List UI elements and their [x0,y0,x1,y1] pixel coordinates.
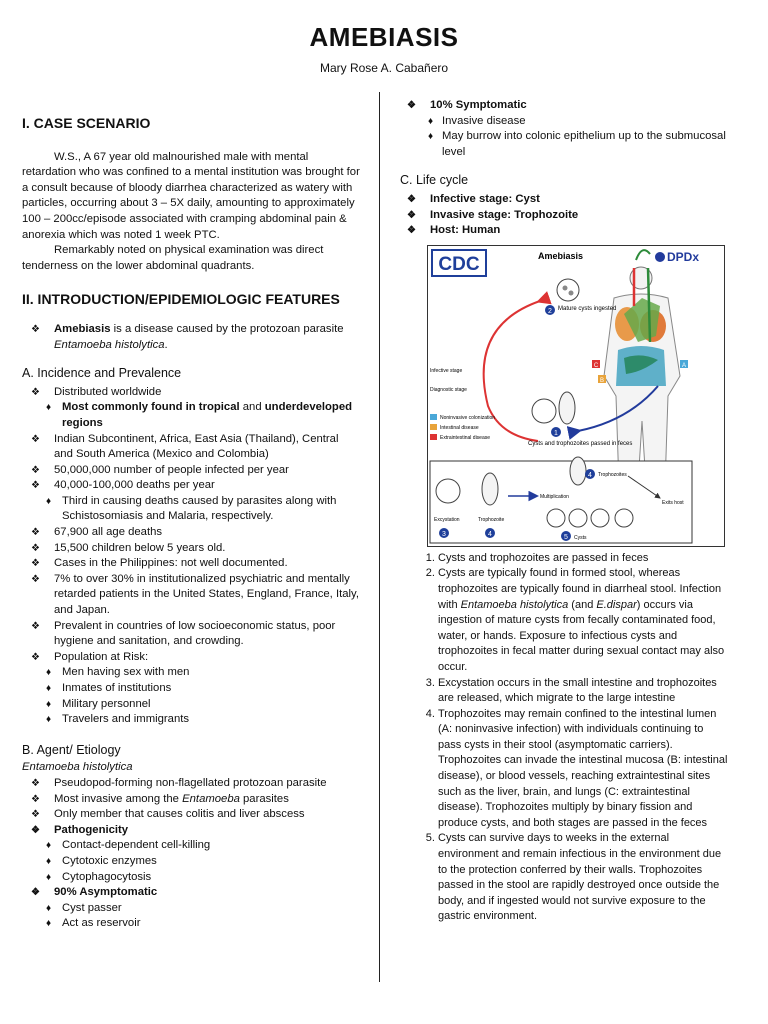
author-name: Mary Rose A. Cabañero [319,61,449,75]
list-item [22,400,360,431]
list-item: ❖ 15,500 children below 5 years old. [22,541,360,557]
bold-text: underdeveloped regions [62,401,353,429]
list-item [438,566,728,675]
lifecycle-steps [398,551,728,925]
diagnostic-stage-label: Diagnostic stage [430,386,467,393]
cyst-illustration [615,509,633,527]
cdc-logo-text: CDC [438,253,480,275]
trophozoite-illustration [559,392,575,424]
step-5-number: 5 [564,533,568,541]
dpdx-logo-text: DPDx [667,249,700,264]
legend-a-label: Noninvasive colonization [440,414,496,421]
symptomatic-sublist [398,114,728,161]
trophozoite-illustration [482,473,498,505]
def-text: is a disease caused by the protozoan parasite [110,322,344,335]
legend-b-swatch [430,424,437,430]
list-item: 5. Cysts can survive days to weeks in the external environment and remain infectious in the environment due to the protection conferred by their walls. Trophozoites passed in the stool are rapidly destroyed once outside the body, and if ingested would not survive exposure to the gastric environment. [438,831,728,925]
case-paragraph-2: Remarkably noted on physical examination was direct tenderness on the lower abdominal quadrants. [22,244,324,272]
trophozoite-illustration [570,457,586,485]
incidence-list [22,385,360,401]
asymptomatic-list [22,901,360,932]
site-b-label: B [599,377,605,384]
list-item: ♦ Cyst passer [22,901,360,917]
legend-c-label: Extraintestinal disease [440,434,491,441]
excystation-label: Excystation [434,516,460,523]
intestine-stage-box [430,461,692,543]
text: parasites [239,792,289,805]
intro-definition [22,322,360,353]
symptomatic-list [398,98,728,114]
text: Most invasive among the [54,792,183,805]
agent-list [22,885,360,901]
list-item: ❖ Infective stage: Cyst [398,192,728,208]
lifecycle-heading: C. Life cycle [400,173,469,188]
intro-list [22,322,360,353]
cysts-label: Cysts [574,534,587,541]
cyst-illustration [591,509,609,527]
document-title: AMEBIASIS [309,22,459,52]
list-item: ♦ Cytotoxic enzymes [22,854,360,870]
list-item: ❖ 10% Symptomatic [398,98,728,114]
step-2-number: 2 [548,307,552,315]
site-c-label: C [593,362,599,369]
exits-host-label: Exits host [662,499,684,506]
list-item: ❖ Population at Risk: [22,650,360,666]
list-item: ♦ Invasive disease [398,114,728,130]
step-3-number: 3 [442,530,446,538]
cyst-nucleus [563,285,568,290]
list-item: ❖ 50,000,000 number of people infected per year [22,463,360,479]
left-column [22,116,360,932]
list-item: ❖ Pseudopod-forming non-flagellated protozoan parasite [22,776,360,792]
passed-label: Cysts and trophozoites passed in feces [528,440,633,447]
right-column [398,98,728,925]
cyst-illustration [532,399,556,423]
mature-cysts-label: Mature cysts ingested [558,305,617,312]
risk-list [22,665,360,727]
list-item: 4. Trophozoites may remain confined to the intestinal lumen (A: noninvasive infection) with individuals continuing to pass cysts in their stool (asymptomatic carriers). Trophozoites can invade the intestinal mucosa (B: intestinal disease), or blood vessels, reaching extraintestinal sites such as the liver, brain, and lungs (C: extraintestinal disease). Trophozoites multiply by binary fission and produce cysts, and both stages are passed in the feces [438,707,728,832]
step-4-number: 4 [488,530,492,538]
list-item [22,792,360,808]
incidence-list [22,525,360,665]
list-item: ♦ May burrow into colonic epithelium up to the submucosal level [398,129,728,160]
list-item: ❖ Only member that causes colitis and liver abscess [22,807,360,823]
step-4-number-top: 4 [588,471,592,479]
cyst-illustration [547,509,565,527]
list-item: 1. Cysts and trophozoites are passed in feces [438,551,728,567]
pathogenicity-list [22,838,360,885]
incidence-sublist [22,400,360,431]
multiplication-label: Multiplication [540,493,569,500]
agent-list [22,776,360,838]
list-item: ❖ Pathogenicity [22,823,360,839]
legend-b-label: Intestinal disease [440,424,479,431]
list-item: ♦ Military personnel [22,697,360,713]
list-item: ♦ Inmates of institutions [22,681,360,697]
amebiasis-term: Amebiasis [54,322,111,335]
site-a-label: A [681,362,687,369]
list-item: ❖ 40,000-100,000 deaths per year [22,478,360,494]
excystation-illustration [436,479,460,503]
agent-heading: B. Agent/ Etiology [22,742,121,757]
list-item: ❖ 90% Asymptomatic [22,885,360,901]
list-item: ❖ 67,900 all age deaths [22,525,360,541]
genus-name: Entamoeba [182,792,240,805]
list-item: ❖ Invasive stage: Trophozoite [398,208,728,224]
bold-text: Most commonly found in tropical [62,401,240,414]
species-name: Entamoeba histolytica [54,338,165,351]
cyst-nucleus [569,290,574,295]
incidence-heading: A. Incidence and Prevalence [22,366,182,381]
text: (and [568,598,597,611]
lifecycle-diagram [427,245,725,547]
intro-heading: II. INTRODUCTION/EPIDEMIOLOGIC FEATURES [22,291,340,308]
list-item: ♦ Third in causing deaths caused by parasites along with Schistosomiasis and Malaria, respectively. [22,494,360,525]
species-name: E.dispar [596,598,637,611]
list-item: ❖ Indian Subcontinent, Africa, East Asia (Thailand), Central and South America (Mexico and Colombia) [22,432,360,463]
text: Cysts are typically found in formed stool, whereas trophozoites are typically found in diarrheal stool. Infection with [438,567,722,611]
list-item: ♦ Contact-dependent cell-killing [22,838,360,854]
species-name: Entamoeba histolytica [460,598,569,611]
mature-cyst-illustration [557,279,579,301]
list-item: ♦ Cytophagocytosis [22,870,360,886]
infective-stage-label: Infective stage [430,367,463,374]
column-divider [379,92,380,982]
def-end: . [164,338,168,351]
list-item: ♦ Men having sex with men [22,665,360,681]
list-item: ❖ Host: Human [398,223,728,239]
incidence-sublist [22,494,360,525]
case-paragraph-1: W.S., A 67 year old malnourished male with mental retardation who was confined to a mental institution was brought for a consult because of bloody diarrhea characterized as watery with particles, occurring about 3 – 5X daily, amounting to approximately 100 – 200cc/episode associated with cramping abdominal pain & anorexia which was noted 1 week PTC. [22,150,360,241]
dpdx-logo-mark [655,252,665,262]
legend-a-swatch [430,414,437,420]
step-1-number: 1 [554,429,558,437]
list-item: ♦ Travelers and immigrants [22,712,360,728]
list-item: ❖ 7% to over 30% in institutionalized psychiatric and mentally retarded patients in the United States, England, France, Italy, and Japan. [22,572,360,619]
text: ) occurs via ingestion of mature cysts from fecally contaminated food, water, or hands. Exposure to infectious cysts and trophozoites in fecal matter during sexual contact may also occur. [438,598,725,673]
trophozoites-label: Trophozoites [598,471,627,478]
and-text: and [239,401,265,414]
list-item: ❖ Cases in the Philippines: not well documented. [22,556,360,572]
list-item: ❖ Prevalent in countries of low socioeconomic status, poor hygiene and sanitation, and crowding. [22,619,360,650]
trophozoite-label: Trophozoite [478,516,505,523]
lifecycle-list [398,192,728,239]
list-item: ♦ Act as reservoir [22,916,360,932]
agent-species: Entamoeba histolytica [22,761,133,774]
diagram-title: Amebiasis [538,250,584,261]
case-heading: I. CASE SCENARIO [22,115,151,131]
lifecycle-diagram-svg [428,246,724,546]
legend-c-swatch [430,434,437,440]
list-item: ❖ Distributed worldwide [22,385,360,401]
list-item: 3. Excystation occurs in the small intestine and trophozoites are released, which migrate to the large intestine [438,676,728,707]
cyst-illustration [569,509,587,527]
incidence-list [22,432,360,494]
